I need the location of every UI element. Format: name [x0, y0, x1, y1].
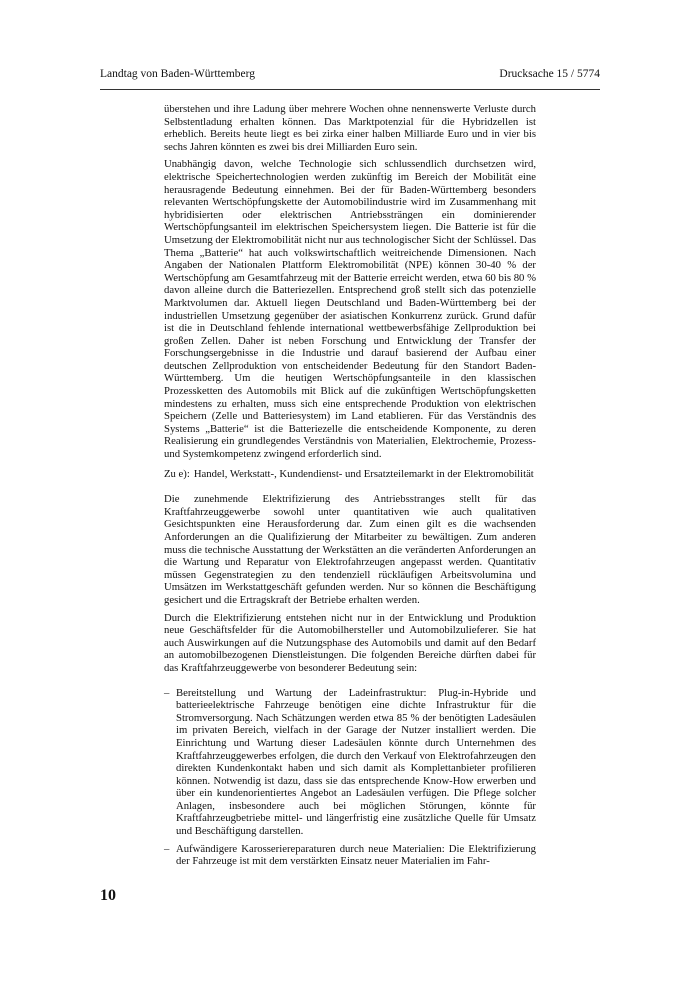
paragraph: Unabhängig davon, welche Technologie sich schlussendlich durchsetzen wird, elektrische Speichertechnologien werden zukünftig im Bereich der Mobilität eine herausragende Bedeutung einnehmen. Bei der für Baden-Württemberg besonders relevanten Wertschöpfungskette der Automobilindustrie wird im Zusammenhang mit hybridisierten oder elektrischen Antriebssträngen ein dominierender Wertschöpfungsanteil im elektrischen Speichersystem liegen. Die Batterie ist für die Umsetzung der Elektromobilität nicht nur aus technologischer Sicht der Schlüssel. Das Thema „Batterie“ hat auch volkswirtschaftlich weitreichende Dimensionen. Nach Angaben der Nationalen Plattform Elektromobilität (NPE) können 30-40 % der Wertschöpfung am Gesamtfahrzeug mit der Batterie erreicht werden, etwa 60 bis 80 % davon alleine durch die Batteriezellen. Entsprechend groß stellt sich das potenzielle Marktvolumen dar. Aktuell liegen Deutschland und Baden-Württemberg bei der industriellen Umsetzung gegenüber der asiatischen Konkurrenz zurück. Grund dafür ist die in Deutschland fehlende international wettbewerbsfähige Zellproduktion bei großen Zellen. Daher ist neben Forschung und Entwicklung der Transfer der Forschungsergebnisse in die Industrie und darauf basierend der Aufbau einer deutschen Zellproduktion von entscheidender Bedeutung für den Standort Baden-Württemberg. Um die heutigen Wertschöpfungsanteile in den klassischen Prozessketten des Automobils mit Blick auf die zukünftigen Wertschöpfungsketten mindestens zu erhalten, muss sich eine entsprechende Produktion von elektrischen Speichern (Zelle und Batteriesystem) im Land etablieren. Für das Verständnis des Systems „Batterie“ ist die Batteriezelle die entscheidende Komponente, zu deren Realisierung ein grundlegendes Verständnis von Materialien, Elektrochemie, Prozess- und Systemkompetenz zwingend erforderlich sind.	[164, 158, 536, 461]
list-item-text: Aufwändigere Karosseriereparaturen durch neue Materialien: Die Elektrifizierung der Fahrzeuge ist mit dem verstärkten Einsatz neuer Materialien im Fahr-	[176, 842, 536, 868]
paragraph: überstehen und ihre Ladung über mehrere Wochen ohne nennenswerte Verluste durch Selbstentladung erhalten können. Das Marktpotenzial für die Hybridzellen ist erheblich. Bereits heute liegt es bei zirka einer halben Milliarde Euro und in vier bis sechs Jahren könnten es zwei bis drei Milliarden Euro sein.	[164, 103, 536, 153]
section-heading	[164, 468, 536, 481]
header-publisher: Landtag von Baden-Württemberg	[100, 68, 255, 80]
header-document-number: Drucksache 15 / 5774	[499, 68, 600, 80]
paragraph: Durch die Elektrifizierung entstehen nicht nur in der Entwicklung und Produktion neue Geschäftsfelder für die Automobilhersteller und Automobilzulieferer. Sie hat auch Auswirkungen auf die Nutzungsphase des Automobils und damit auf den Bedarf an automobilbezogenen Dienstleistungen. Die folgenden Bereiche dürften dabei für das Kraftfahrzeuggewerbe von besonderer Bedeutung sein:	[164, 611, 536, 674]
section-tag: Zu e):	[164, 467, 190, 480]
bullet-list	[164, 687, 536, 868]
list-item	[164, 843, 536, 868]
section-title: Handel, Werkstatt-, Kundendienst- und Ersatzteilemarkt in der Elektromobilität	[193, 467, 534, 480]
page-number: 10	[100, 887, 116, 904]
dash-marker: –	[164, 842, 170, 855]
document-body	[164, 103, 536, 873]
page-header	[100, 68, 600, 86]
paragraph: Die zunehmende Elektrifizierung des Antriebsstranges stellt für das Kraftfahrzeuggewerbe sowohl unter quantitativen wie auch qualitativen Gesichtspunkten eine Herausforderung dar. Zum einen gilt es die wachsenden Anforderungen an die Qualifizierung der Mitarbeiter zu bewältigen. Zum anderen muss die technische Ausstattung der Werkstätten an die veränderten Anforderungen an die Wartung und Reparatur von Elektrofahrzeugen angepasst werden. Quantitativ müssen Gegenstrategien zu den tendenziell rückläufigen Arbeitsvolumina und Umsätzen im Werkstattgeschäft gefunden werden. Nur so können die Beschäftigung gesichert und die Ertragskraft der Betriebe erhalten werden.	[164, 493, 536, 606]
list-item-text: Bereitstellung und Wartung der Ladeinfrastruktur: Plug-in-Hybride und batterieelektrische Fahrzeuge benötigen eine dichte Infrastruktur für die Stromversorgung. Nach Schätzungen werden etwa 85 % der benötigten Ladesäulen im privaten Bereich, vielfach in der Garage der Nutzer installiert werden. Die Einrichtung und Wartung dieser Ladesäulen könnte durch Unternehmen des Kraftfahrzeuggewerbes erfolgen, die durch den Verkauf von Elektrofahrzeugen den direkten Kundenkontakt haben und sich damit als Komplettanbieter profilieren können. Notwendig ist dazu, dass sie das entsprechende Know-How erwerben und über ein kundenorientiertes Angebot an Ladesäulen verfügen. Die Pflege solcher Anlagen, insbesondere auch bei möglichen Störungen, könnte für Kraftfahrzeugbetriebe mittel- und längerfristig eine zusätzliche Quelle für Umsatz und Beschäftigung darstellen.	[176, 686, 536, 838]
header-rule	[100, 89, 600, 90]
dash-marker: –	[164, 686, 170, 699]
list-item	[164, 687, 536, 838]
